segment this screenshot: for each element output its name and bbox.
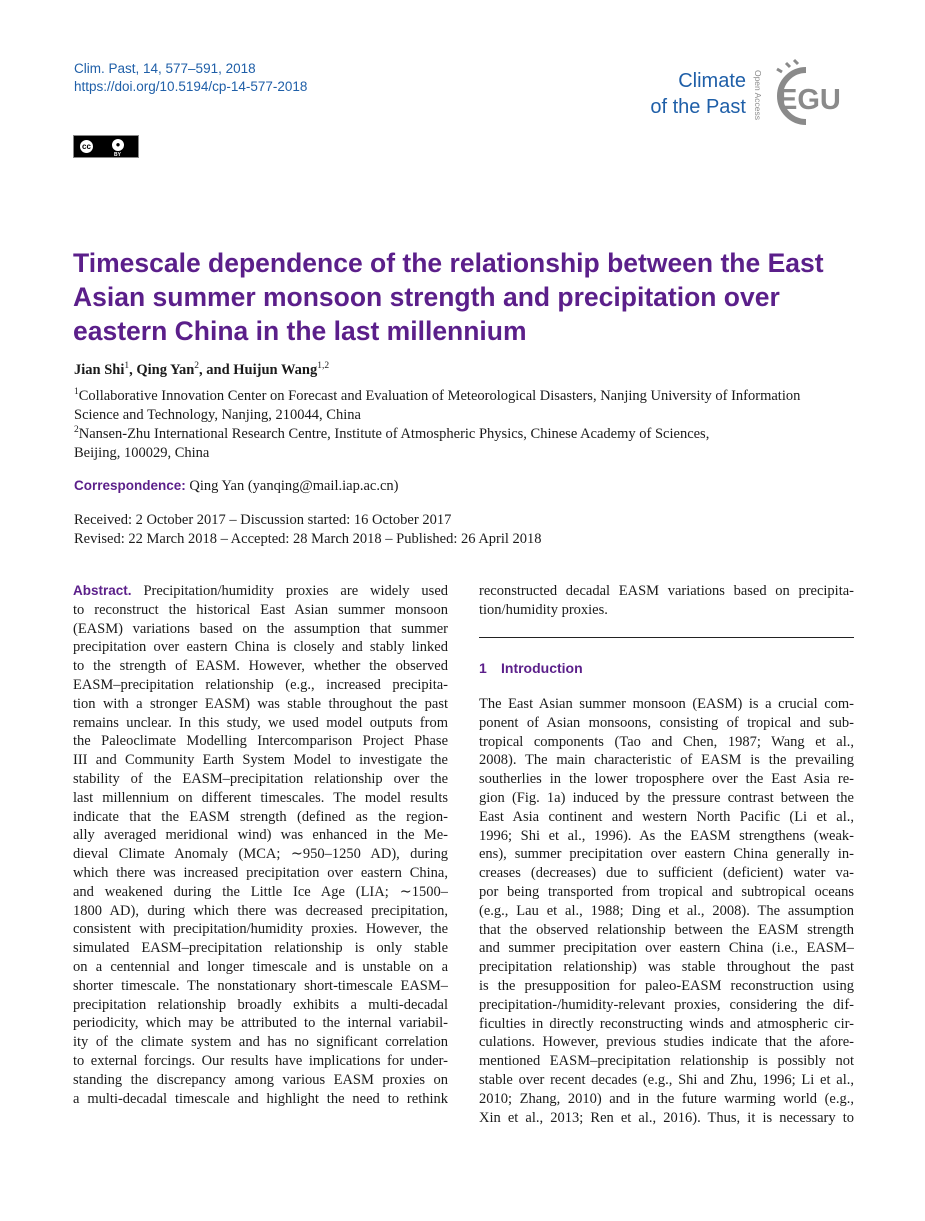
abstract-label: Abstract.	[73, 583, 132, 598]
open-access-label: Open Access	[753, 69, 763, 121]
journal-name: Climate of the Past	[650, 70, 746, 118]
section-divider	[479, 637, 854, 638]
citation: Clim. Past, 14, 577–591, 2018	[74, 61, 256, 76]
section-heading-introduction: 1 Introduction	[479, 660, 583, 676]
creative-commons-icon: cc	[78, 138, 95, 155]
by-label: BY	[114, 152, 121, 158]
author-list: Jian Shi$^1$, Qing Yan$^2$, and Huijun Wang$^{1,2}$	[74, 361, 330, 378]
correspondence: Correspondence: Qing Yan (yanqing@mail.iap.ac.cn)	[74, 478, 399, 494]
attribution-person-icon: ●	[110, 137, 126, 153]
publication-dates: Received: 2 October 2017 – Discussion started: 16 October 2017 Revised: 22 March 2018 – Accepted: 28 March 2018 – Published: 26 April 2018	[74, 512, 542, 547]
journal-reference	[74, 60, 307, 96]
paper-title: Timescale dependence of the relationship between the East Asian summer monsoon strength and precipitation over eastern China in the last millennium	[73, 248, 824, 346]
affiliation-2: $^2$Nansen-Zhu International Research Centre, Institute of Atmospheric Physics, Chinese Academy of Sciences,	[74, 425, 710, 442]
affiliation-1: $^1$Collaborative Innovation Center on Forecast and Evaluation of Meteorological Disasters, Nanjing University of Information	[74, 387, 801, 404]
affiliations: $^1$Collaborative Innovation Center on Forecast and Evaluation of Meteorological Disasters, Nanjing University of Information Science and Technology, Nanjing, 210044, China $^2$Nansen-Zhu International Research Centre, Institute of Atmospheric Physics, Chinese Academy of Sciences, Beijing, 100029, China	[74, 387, 864, 463]
correspondence-email[interactable]: Qing Yan (yanqing@mail.iap.ac.cn)	[189, 478, 399, 494]
journal-logo[interactable]	[638, 58, 858, 138]
doi-link[interactable]: https://doi.org/10.5194/cp-14-577-2018	[74, 79, 308, 94]
egu-letters: EGU	[778, 84, 841, 116]
abstract: Abstract. Precipitation/humidity proxies are widely used to reconstruct the historical East Asian summer monsoon (EASM) variations based on the assumption that summer precipitation over eastern China is closely and stably linked to the strength of EASM. However, whether the observed EASM–precipitation relationship (e.g., increased precipita- tion with a stronger EASM) was stable throughout the past remains unclear. In this study, we used model outputs from the Paleoclimate Modelling Intercomparison Project Phase III and Community Earth System Model to investigate the stability of the EASM–precipitation relationship over the last millennium on different timescales. The model results indicate that the EASM strength (defined as the region- ally averaged meridional wind) was enhanced in the Me- dieval Climate Anomaly (MCA; ∼950–1250 AD), during which there was increased precipitation over eastern China, and weakened during the Little Ice Age (LIA; ∼1500– 1800 AD), during which there was decreased precipitation, consistent with precipitation/humidity proxies. However, the simulated EASM–precipitation relationship is only stable on a centennial and longer timescale and is unstable on a shorter timescale. The nonstationary short-timescale EASM– precipitation relationship broadly exhibits a multi-decadal periodicity, which may be attributed to the internal variabil- ity of the climate system and has no significant correlation to external forcings. Our results have implications for under- standing the discrepancy among various EASM proxies on a multi-decadal timescale and highlight the need to rethink	[73, 583, 448, 1107]
egu-logo-icon	[768, 58, 858, 134]
abstract-continued: reconstructed decadal EASM variations based on precipita- tion/humidity proxies.	[479, 583, 854, 618]
cc-by-license-badge[interactable]	[73, 135, 139, 158]
introduction-body: The East Asian summer monsoon (EASM) is a crucial com- ponent of Asian monsoons, consisting of tropical and sub- tropical components (Tao and Chen, 1987; Wang et al., 2008). The main characteristic of EASM is the prevailing southerlies in the lower troposphere over the East Asia re- gion (Fig. 1a) induced by the pressure contrast between the East Asia continent and western North Pacific (Li et al., 1996; Shi et al., 1996). As the EASM strengthens (weak- ens), summer precipitation over eastern China generally in- creases (decreases) due to sufficient (deficient) water va- por being transported from tropical and subtropical oceans (e.g., Lau et al., 1988; Ding et al., 2008). The assumption that the observed relationship between the EASM strength and summer precipitation over eastern China (i.e., EASM– precipitation relationship) was stable throughout the past is the presupposition for paleo-EASM reconstruction using precipitation-/humidity-relevant proxies, considering the dif- ficulties in directly reconstructing winds and atmospheric cir- culations. However, previous studies indicate that the afore- mentioned EASM–precipitation relationship is possibly not stable over recent decades (e.g., Shi and Zhu, 1996; Li et al., 2010; Zhang, 2010) and in the future warming world (e.g., Xin et al., 2013; Ren et al., 2016). Thus, it is necessary to	[479, 696, 854, 1126]
